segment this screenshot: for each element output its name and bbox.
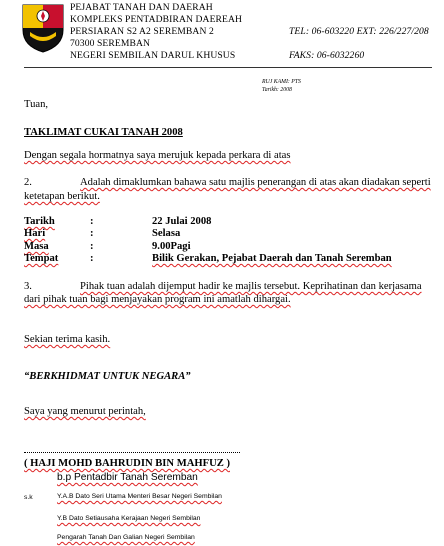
paragraph-3-number: 3. bbox=[24, 281, 32, 292]
complex-name: KOMPLEKS PENTADBIRAN DAEREAH bbox=[70, 14, 243, 25]
signatory-title: b.p Pentadbir Tanah Seremban bbox=[57, 472, 198, 483]
motto: “BERKHIDMAT UNTUK NEGARA” bbox=[24, 371, 191, 382]
fax: FAKS: 06-6032260 bbox=[289, 50, 365, 61]
detail-label-date: Tarikh bbox=[24, 216, 55, 227]
detail-label-day: Hari bbox=[24, 228, 46, 239]
header-divider bbox=[24, 67, 432, 68]
detail-colon: : bbox=[90, 228, 94, 239]
cc-item: Pengarah Tanah Dan Galian Negeri Sembilan bbox=[57, 534, 195, 541]
reference-date: Tarikh: 2008 bbox=[262, 87, 292, 93]
cc-item: Y.B Dato Setiausaha Kerajaan Negeri Sembilan bbox=[57, 515, 201, 522]
address-postcode: 70300 SEREMBAN bbox=[70, 38, 151, 49]
detail-value-venue: Bilik Gerakan, Pejabat Daerah dan Tanah Seremban bbox=[152, 253, 392, 264]
cc-label: s.k bbox=[24, 494, 33, 501]
signature-dotted-line bbox=[24, 452, 240, 453]
detail-colon: : bbox=[90, 216, 94, 227]
thanks-line: Sekian terima kasih. bbox=[24, 334, 111, 345]
detail-label-venue: Tempat bbox=[24, 253, 59, 264]
state-crest-logo bbox=[20, 2, 66, 54]
paragraph-3-line-1: Pihak tuan adalah dijemput hadir ke majlis tersebut. Keprihatinan dan kerjasama bbox=[80, 281, 422, 292]
detail-colon: : bbox=[90, 253, 94, 264]
signatory-name: ( HAJI MOHD BAHRUDIN BIN MAHFUZ ) bbox=[24, 458, 230, 469]
paragraph-2-line-2: ketetapan berikut. bbox=[24, 191, 100, 202]
letter-title: TAKLIMAT CUKAI TANAH 2008 bbox=[24, 127, 183, 138]
closing-line: Saya yang menurut perintah, bbox=[24, 406, 146, 417]
cc-item: Y.A.B Dato Seri Utama Menteri Besar Negeri Sembilan bbox=[57, 493, 222, 500]
office-name: PEJABAT TANAH DAN DAERAH bbox=[70, 2, 213, 13]
detail-label-time: Masa bbox=[24, 241, 49, 252]
salutation: Tuan, bbox=[24, 99, 49, 110]
address-street: PERSIARAN S2 A2 SEREMBAN 2 bbox=[70, 26, 214, 37]
paragraph-2-number: 2. bbox=[24, 177, 32, 188]
detail-value-date: 22 Julai 2008 bbox=[152, 216, 212, 227]
paragraph-2-line-1: Adalah dimaklumkan bahawa satu majlis penerangan di atas akan diadakan seperti bbox=[80, 177, 431, 188]
telephone: TEL: 06-603220 EXT: 226/227/208 bbox=[289, 26, 429, 37]
detail-value-day: Selasa bbox=[152, 228, 181, 239]
detail-colon: : bbox=[90, 241, 94, 252]
reference-number: RUJ KAMI: PTS bbox=[262, 79, 301, 85]
detail-value-time: 9.00Pagi bbox=[152, 241, 191, 252]
paragraph-3-line-2: dari pihak tuan bagi menjayakan program ini amatlah dihargai. bbox=[24, 294, 291, 305]
opening-sentence: Dengan segala hormatnya saya merujuk kepada perkara di atas bbox=[24, 150, 291, 161]
address-state: NEGERI SEMBILAN DARUL KHUSUS bbox=[70, 50, 236, 61]
